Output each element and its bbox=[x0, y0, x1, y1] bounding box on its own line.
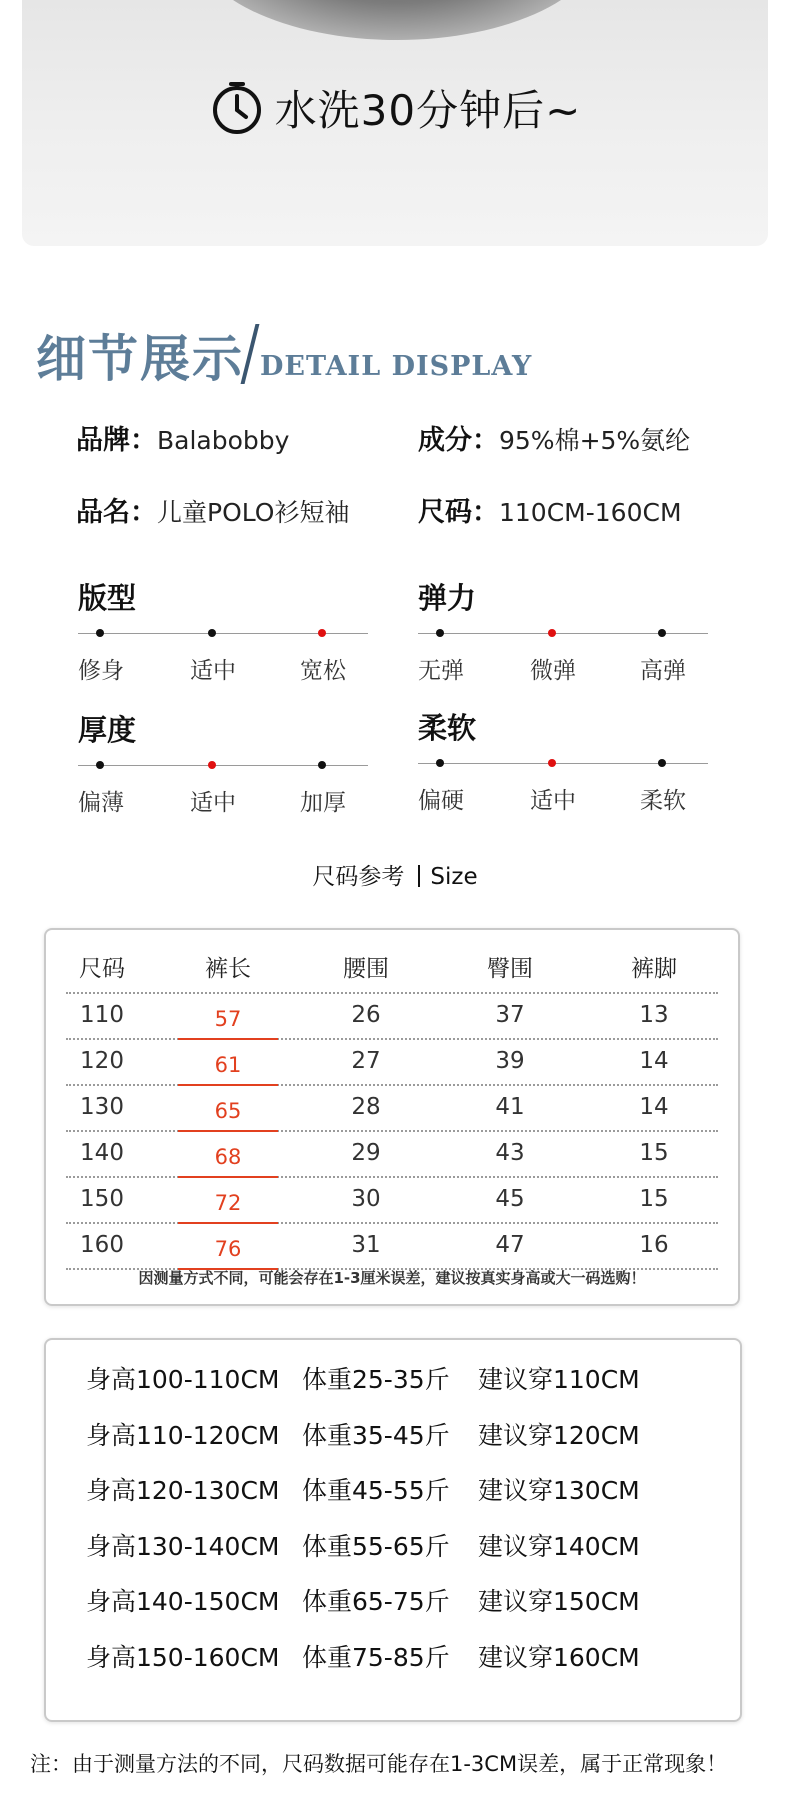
recommendation-weight: 体重55-65斤 bbox=[302, 1531, 450, 1561]
recommendation-height: 身高100-110CM bbox=[86, 1365, 280, 1394]
table-cell-value: 43 bbox=[495, 1140, 525, 1166]
table-cell bbox=[66, 1086, 138, 1130]
table-cell-value: 160 bbox=[80, 1232, 124, 1258]
scale-label: 微弹 bbox=[530, 658, 576, 684]
size-table bbox=[66, 948, 718, 1270]
table-cell-value: 37 bbox=[495, 1002, 525, 1028]
table-cell bbox=[178, 1086, 278, 1130]
info-product-name bbox=[76, 490, 349, 529]
scale-softness bbox=[418, 706, 708, 812]
recommendation-weight: 体重75-85斤 bbox=[302, 1642, 450, 1672]
table-cell-value: 14 bbox=[639, 1094, 669, 1120]
scale-label: 加厚 bbox=[300, 790, 346, 816]
info-brand-key: 品牌： bbox=[76, 425, 157, 456]
scale-dot-selected bbox=[208, 761, 216, 769]
table-cell-value: 120 bbox=[80, 1048, 124, 1074]
table-cell bbox=[316, 994, 416, 1038]
table-cell-value: 72 bbox=[214, 1191, 242, 1215]
table-header-cell: 裤长 bbox=[205, 956, 251, 982]
scale-labels bbox=[78, 652, 368, 682]
scale-label: 适中 bbox=[190, 790, 236, 816]
scale-title: 弹力 bbox=[418, 581, 477, 615]
recommendation-height: 身高120-130CM bbox=[86, 1476, 280, 1505]
size-reference-en: Size bbox=[430, 864, 478, 890]
table-header-cell: 臀围 bbox=[487, 956, 533, 982]
table-cell bbox=[66, 994, 138, 1038]
scale-dot bbox=[658, 629, 666, 637]
table-row bbox=[66, 1224, 718, 1270]
table-cell-value: 39 bbox=[495, 1048, 525, 1074]
table-header-cell: 尺码 bbox=[79, 956, 125, 982]
scale-title: 版型 bbox=[78, 581, 137, 615]
table-cell-value: 45 bbox=[495, 1186, 525, 1212]
scale-dot bbox=[436, 759, 444, 767]
table-cell-value: 15 bbox=[639, 1186, 669, 1212]
table-cell bbox=[178, 994, 278, 1038]
table-cell-value: 140 bbox=[80, 1140, 124, 1166]
table-row bbox=[66, 1040, 718, 1086]
scale-title: 柔软 bbox=[418, 711, 477, 745]
recommendation-size: 建议穿150CM bbox=[478, 1587, 640, 1616]
table-cell-value: 27 bbox=[351, 1048, 381, 1074]
table-cell bbox=[316, 1178, 416, 1222]
scale-track bbox=[78, 760, 368, 772]
table-cell-value: 130 bbox=[80, 1094, 124, 1120]
recommendation-row bbox=[46, 1360, 740, 1400]
scale-dot bbox=[318, 761, 326, 769]
table-cell bbox=[66, 1040, 138, 1084]
scale-elasticity bbox=[418, 576, 708, 682]
table-cell-value: 31 bbox=[351, 1232, 381, 1258]
table-cell-value: 28 bbox=[351, 1094, 381, 1120]
table-cell bbox=[460, 1132, 560, 1176]
scale-label: 高弹 bbox=[640, 658, 686, 684]
scale-dot bbox=[436, 629, 444, 637]
wash-caption bbox=[22, 78, 768, 138]
scale-labels bbox=[78, 784, 368, 814]
title-divider bbox=[418, 865, 420, 887]
table-cell bbox=[604, 1040, 704, 1084]
scale-label: 柔软 bbox=[640, 788, 686, 814]
table-cell-value: 47 bbox=[495, 1232, 525, 1258]
table-cell-value: 13 bbox=[639, 1002, 669, 1028]
recommendation-weight: 体重25-35斤 bbox=[302, 1365, 450, 1394]
table-cell-value: 15 bbox=[639, 1140, 669, 1166]
recommendation-row bbox=[46, 1527, 740, 1567]
info-brand bbox=[76, 418, 289, 457]
table-cell bbox=[66, 1224, 138, 1268]
table-cell bbox=[66, 1132, 138, 1176]
wash-caption-text: 水洗30分钟后~ bbox=[274, 86, 582, 135]
scale-dot bbox=[96, 629, 104, 637]
scale-dot-selected bbox=[548, 629, 556, 637]
table-cell-value: 61 bbox=[214, 1053, 242, 1077]
table-cell bbox=[460, 994, 560, 1038]
scale-label: 偏薄 bbox=[78, 790, 124, 816]
table-cell bbox=[316, 1086, 416, 1130]
table-cell bbox=[316, 1040, 416, 1084]
scale-label: 适中 bbox=[190, 658, 236, 684]
recommendation-height: 身高130-140CM bbox=[86, 1531, 280, 1561]
scale-label: 偏硬 bbox=[418, 788, 464, 814]
info-name-value: 儿童POLO衫短袖 bbox=[157, 498, 350, 527]
detail-heading-cn: 细节展示 bbox=[36, 329, 244, 388]
table-header-row bbox=[66, 948, 718, 994]
size-table-box bbox=[44, 928, 740, 1306]
table-cell-value: 110 bbox=[80, 1002, 124, 1028]
scale-track bbox=[418, 628, 708, 640]
recommendation-size: 建议穿140CM bbox=[478, 1531, 640, 1561]
recommendation-size: 建议穿120CM bbox=[478, 1420, 640, 1450]
table-cell bbox=[460, 1086, 560, 1130]
scale-track bbox=[78, 628, 368, 640]
scale-label: 修身 bbox=[78, 658, 124, 684]
table-row bbox=[66, 994, 718, 1040]
table-cell bbox=[604, 1224, 704, 1268]
size-table-note: 因测量方式不同，可能会存在1-3厘米误差，建议按真实身高或大一码选购！ bbox=[138, 1269, 646, 1287]
info-size-key: 尺码： bbox=[418, 497, 499, 528]
recommendation-row bbox=[46, 1471, 740, 1511]
detail-heading bbox=[36, 318, 533, 388]
table-cell bbox=[178, 1040, 278, 1084]
timer-icon bbox=[209, 80, 265, 136]
info-composition-value: 95%棉+5%氨纶 bbox=[499, 426, 691, 455]
scale-dot-selected bbox=[548, 759, 556, 767]
table-cell bbox=[178, 1132, 278, 1176]
table-row bbox=[66, 1086, 718, 1132]
table-cell-value: 65 bbox=[214, 1099, 242, 1123]
table-cell-value: 76 bbox=[214, 1237, 242, 1261]
size-recommendation-box bbox=[44, 1338, 742, 1722]
table-cell-value: 30 bbox=[351, 1186, 381, 1212]
table-cell-value: 26 bbox=[351, 1002, 381, 1028]
table-cell-value: 150 bbox=[80, 1186, 124, 1212]
wash-basin-image bbox=[192, 0, 602, 40]
recommendation-row bbox=[46, 1638, 740, 1678]
scale-fit bbox=[78, 576, 368, 682]
table-cell bbox=[604, 994, 704, 1038]
scale-dot bbox=[658, 759, 666, 767]
table-cell bbox=[604, 1086, 704, 1130]
table-cell-value: 16 bbox=[639, 1232, 669, 1258]
table-row bbox=[66, 1132, 718, 1178]
recommendation-height: 身高150-160CM bbox=[86, 1642, 280, 1672]
table-cell bbox=[460, 1178, 560, 1222]
recommendation-weight: 体重35-45斤 bbox=[302, 1420, 450, 1450]
table-row bbox=[66, 1178, 718, 1224]
table-cell bbox=[604, 1178, 704, 1222]
table-header-cell: 裤脚 bbox=[631, 956, 677, 982]
table-cell-value: 57 bbox=[214, 1007, 242, 1031]
table-cell bbox=[66, 1178, 138, 1222]
recommendation-height: 身高110-120CM bbox=[86, 1420, 280, 1450]
scale-track bbox=[418, 758, 708, 770]
table-cell-value: 68 bbox=[214, 1145, 242, 1169]
footer-note: 注：由于测量方法的不同，尺码数据可能存在1-3CM误差，属于正常现象！ bbox=[30, 1752, 728, 1776]
scale-label: 宽松 bbox=[300, 658, 346, 684]
info-brand-value: Balabobby bbox=[157, 426, 290, 455]
table-cell bbox=[460, 1040, 560, 1084]
table-cell bbox=[178, 1224, 278, 1268]
recommendation-height: 身高140-150CM bbox=[86, 1587, 280, 1616]
wash-banner bbox=[22, 0, 768, 246]
table-cell-value: 29 bbox=[351, 1140, 381, 1166]
scale-label: 适中 bbox=[530, 788, 576, 814]
scale-labels bbox=[418, 652, 708, 682]
table-cell bbox=[316, 1224, 416, 1268]
scale-dot bbox=[208, 629, 216, 637]
scale-labels bbox=[418, 782, 708, 812]
recommendation-row bbox=[46, 1416, 740, 1456]
info-composition bbox=[418, 418, 690, 457]
recommendation-weight: 体重45-55斤 bbox=[302, 1476, 450, 1505]
detail-heading-en: DETAIL DISPLAY bbox=[260, 351, 533, 382]
scale-label: 无弹 bbox=[418, 658, 464, 684]
size-reference-cn: 尺码参考 bbox=[312, 864, 405, 890]
recommendation-size: 建议穿130CM bbox=[478, 1476, 640, 1505]
size-reference-title bbox=[0, 858, 790, 891]
scale-dot bbox=[96, 761, 104, 769]
recommendation-weight: 体重65-75斤 bbox=[302, 1587, 450, 1616]
table-header-cell: 腰围 bbox=[343, 956, 389, 982]
table-cell bbox=[460, 1224, 560, 1268]
table-cell bbox=[316, 1132, 416, 1176]
scale-dot-selected bbox=[318, 629, 326, 637]
info-size-value: 110CM-160CM bbox=[499, 498, 682, 527]
recommendation-size: 建议穿160CM bbox=[478, 1642, 640, 1672]
recommendation-row bbox=[46, 1582, 740, 1622]
recommendation-size: 建议穿110CM bbox=[478, 1365, 640, 1394]
table-cell-value: 41 bbox=[495, 1094, 525, 1120]
scale-title: 厚度 bbox=[78, 713, 137, 747]
table-cell bbox=[178, 1178, 278, 1222]
info-size-range bbox=[418, 490, 682, 529]
info-composition-key: 成分： bbox=[418, 425, 499, 456]
scale-thickness bbox=[78, 708, 368, 814]
table-cell bbox=[604, 1132, 704, 1176]
info-name-key: 品名： bbox=[76, 497, 157, 528]
table-cell-value: 14 bbox=[639, 1048, 669, 1074]
